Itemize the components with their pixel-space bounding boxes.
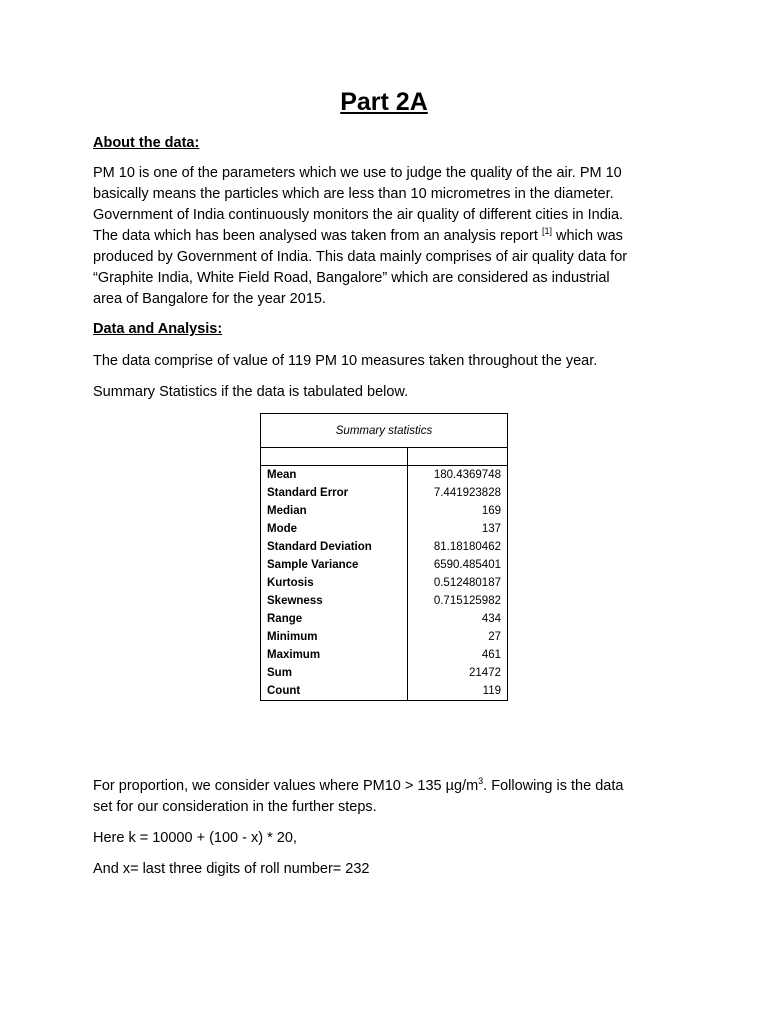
about-text: The data which has been analysed was taken from an analysis report xyxy=(93,228,542,244)
table-row xyxy=(261,682,508,701)
table-row xyxy=(261,538,508,556)
about-line: produced by Government of India. This data mainly comprises of air quality data for xyxy=(93,249,628,265)
stat-value: 81.18180462 xyxy=(408,538,508,556)
stat-label: Median xyxy=(261,502,408,520)
proportion-paragraph xyxy=(93,776,693,818)
summary-statistics-table xyxy=(260,413,508,701)
about-line: “Graphite India, White Field Road, Bangalore” which are considered as industrial xyxy=(93,270,610,286)
table-row xyxy=(261,520,508,538)
x-value: And x= last three digits of roll number= 232 xyxy=(93,861,370,877)
stat-label: Mode xyxy=(261,520,408,538)
stat-value: 180.4369748 xyxy=(408,466,508,485)
proportion-line: For proportion, we consider values where PM10 > 135 $\mu g/m^3$. Following is the data xyxy=(93,776,624,794)
stat-label: Maximum xyxy=(261,646,408,664)
stat-value: 169 xyxy=(408,502,508,520)
table-row xyxy=(261,484,508,502)
table-caption: Summary statistics xyxy=(261,414,508,448)
stat-value: 27 xyxy=(408,628,508,646)
k-formula: Here k = 10000 + (100 - x) * 20, xyxy=(93,830,297,846)
stat-value: 434 xyxy=(408,610,508,628)
about-line-with-reference xyxy=(93,226,693,247)
page-title: Part 2A xyxy=(340,88,428,116)
reference-mark: [1] xyxy=(541,226,552,236)
stat-label: Minimum xyxy=(261,628,408,646)
about-line: Government of India continuously monitors the air quality of different cities in India. xyxy=(93,207,624,223)
stat-value: 6590.485401 xyxy=(408,556,508,574)
table-blank-row xyxy=(261,448,508,466)
table-row xyxy=(261,556,508,574)
about-text: which was xyxy=(551,228,623,244)
stat-label: Standard Error xyxy=(261,484,408,502)
analysis-sentence-2: Summary Statistics if the data is tabulated below. xyxy=(93,384,409,400)
table-row xyxy=(261,610,508,628)
about-line: PM 10 is one of the parameters which we use to judge the quality of the air. PM 10 xyxy=(93,165,622,181)
table-body xyxy=(261,466,508,701)
stat-value: 0.512480187 xyxy=(408,574,508,592)
stat-value: 137 xyxy=(408,520,508,538)
stat-value: 7.441923828 xyxy=(408,484,508,502)
table-row xyxy=(261,574,508,592)
stat-label: Skewness xyxy=(261,592,408,610)
stat-value: 119 xyxy=(408,682,508,701)
table-row xyxy=(261,628,508,646)
about-heading: About the data: xyxy=(93,135,200,151)
stat-label: Range xyxy=(261,610,408,628)
stat-value: 461 xyxy=(408,646,508,664)
stat-label: Sum xyxy=(261,664,408,682)
stat-label: Standard Deviation xyxy=(261,538,408,556)
about-paragraph xyxy=(93,163,693,310)
stat-label: Mean xyxy=(261,466,408,485)
about-line: basically means the particles which are less than 10 micrometres in the diameter. xyxy=(93,186,614,202)
analysis-sentence-1: The data comprise of value of 119 PM 10 measures taken throughout the year. xyxy=(93,353,598,369)
stat-label: Sample Variance xyxy=(261,556,408,574)
stat-value: 21472 xyxy=(408,664,508,682)
about-line: area of Bangalore for the year 2015. xyxy=(93,291,326,307)
stat-label: Kurtosis xyxy=(261,574,408,592)
table-row xyxy=(261,502,508,520)
table-row xyxy=(261,664,508,682)
superscript-3: 3 xyxy=(478,776,484,786)
stat-label: Count xyxy=(261,682,408,701)
table-row xyxy=(261,466,508,485)
table-row xyxy=(261,592,508,610)
proportion-line: set for our consideration in the further steps. xyxy=(93,799,377,815)
analysis-heading: Data and Analysis: xyxy=(93,321,223,337)
stat-value: 0.715125982 xyxy=(408,592,508,610)
table-row xyxy=(261,646,508,664)
